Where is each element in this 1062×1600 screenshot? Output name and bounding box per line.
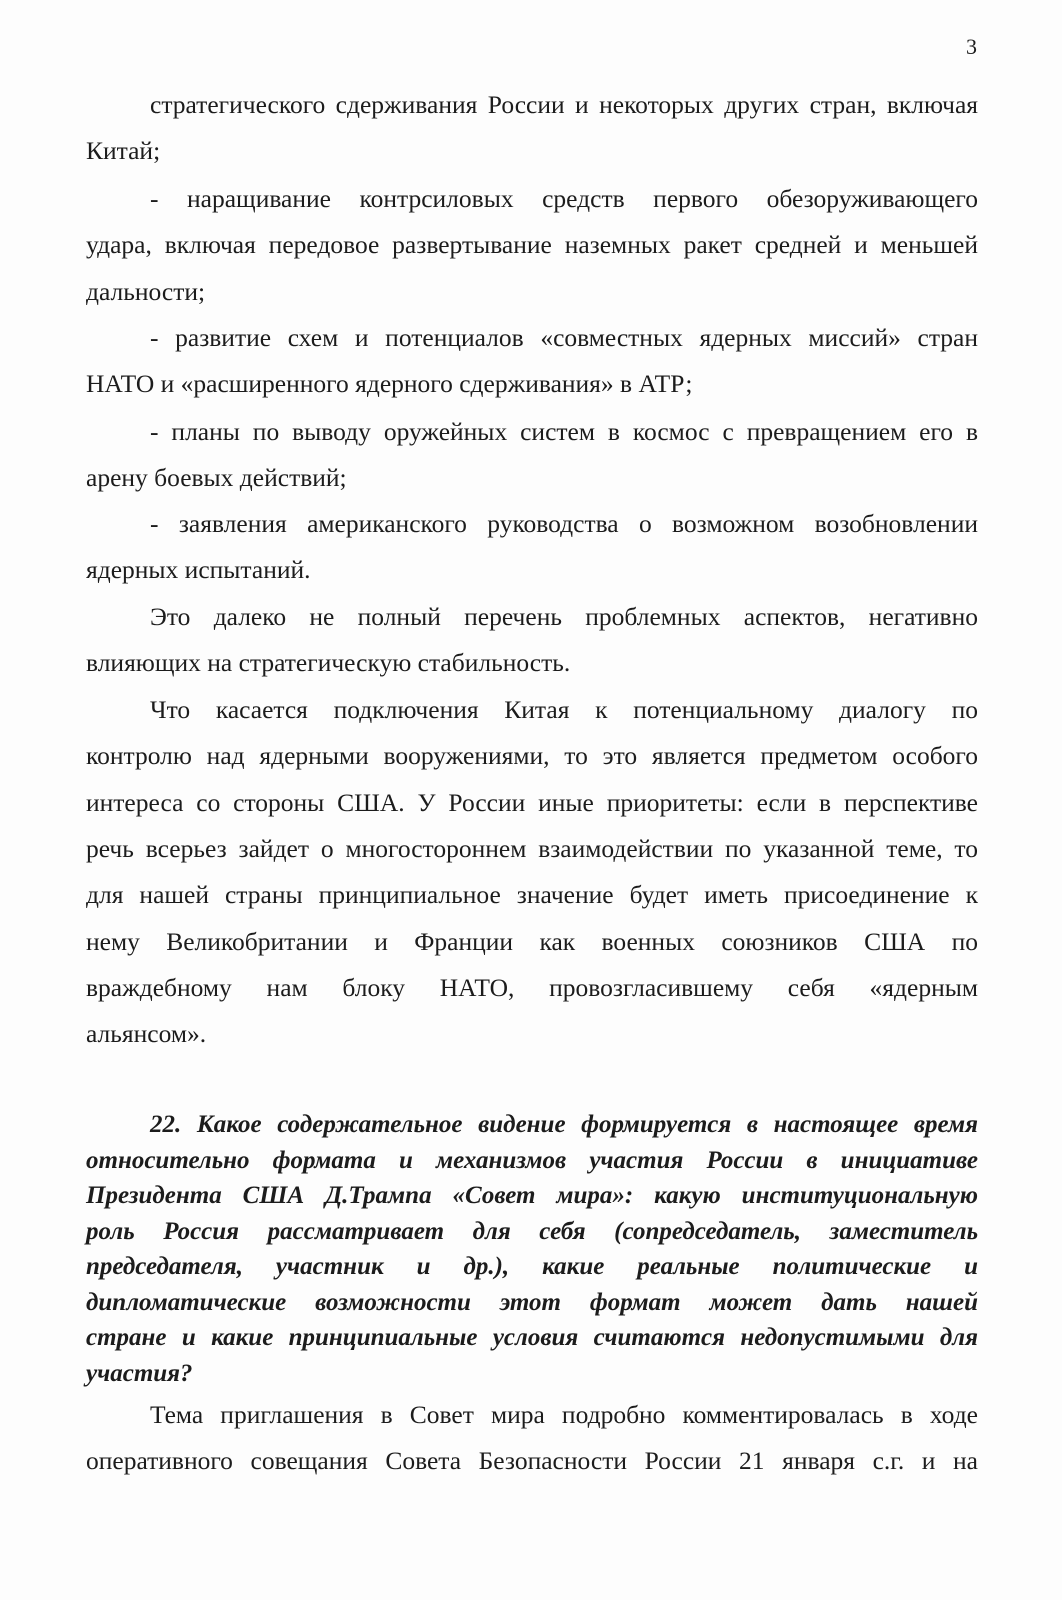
question-line: относительно формата и механизмов участия России в инициативе [86,1146,978,1174]
text-line: ядерных испытаний. [86,555,311,585]
text-line: удара, включая передовое развертывание наземных ракет средней и меньшей [86,230,978,260]
text-line: контролю над ядерными вооружениями, то это является предметом особого [86,741,978,771]
text-line: Это далеко не полный перечень проблемных аспектов, негативно [150,602,978,631]
text-line: для нашей страны принципиальное значение будет иметь присоединение к [86,880,978,910]
text-line: оперативного совещания Совета Безопасности России 21 января с.г. и на [86,1446,978,1476]
question-line: роль Россия рассматривает для себя (сопредседатель, заместитель [86,1217,978,1245]
text-line: Тема приглашения в Совет мира подробно комментировалась в ходе [150,1400,978,1429]
question-line: участия? [86,1359,193,1387]
text-line: арену боевых действий; [86,463,347,493]
question-line: 22. Какое содержательное видение формируется в настоящее время [150,1111,978,1138]
text-line: альянсом». [86,1019,207,1049]
text-line: враждебному нам блоку НАТО, провозгласившему себя «ядерным [86,972,978,1002]
text-line: дальности; [86,276,206,306]
page-number: 3 [966,34,977,59]
text-line: - наращивание контрсиловых средств первого обезоруживающего [150,184,978,213]
question-line: дипломатические возможности этот формат может дать нашей [86,1288,978,1316]
text-line: Китай; [86,136,161,166]
text-line: речь всерьез зайдет о многостороннем взаимодействии по указанной теме, то [86,833,978,863]
question-line: Президента США Д.Трампа «Совет мира»: какую институциональную [86,1182,978,1209]
text-line: стратегического сдерживания России и некоторых других стран, включая [150,90,978,119]
text-line: нему Великобритании и Франции как военных союзников США по [86,926,978,956]
question-line: стране и какие принципиальные условия считаются недопустимыми для [86,1324,978,1351]
text-line: интереса со стороны США. У России иные приоритеты: если в перспективе [86,787,978,817]
text-line: - развитие схем и потенциалов «совместных ядерных миссий» стран [150,323,978,352]
text-line: НАТО и «расширенного ядерного сдерживания» в АТР; [86,369,693,399]
question-line: председателя, участник и др.), какие реальные политические и [86,1253,978,1280]
text-line: Что касается подключения Китая к потенциальному диалогу по [150,695,978,724]
text-line: - планы по выводу оружейных систем в космос с превращением его в [150,417,978,446]
text-line: влияющих на стратегическую стабильность. [86,648,571,678]
text-line: - заявления американского руководства о возможном возобновлении [150,509,978,538]
